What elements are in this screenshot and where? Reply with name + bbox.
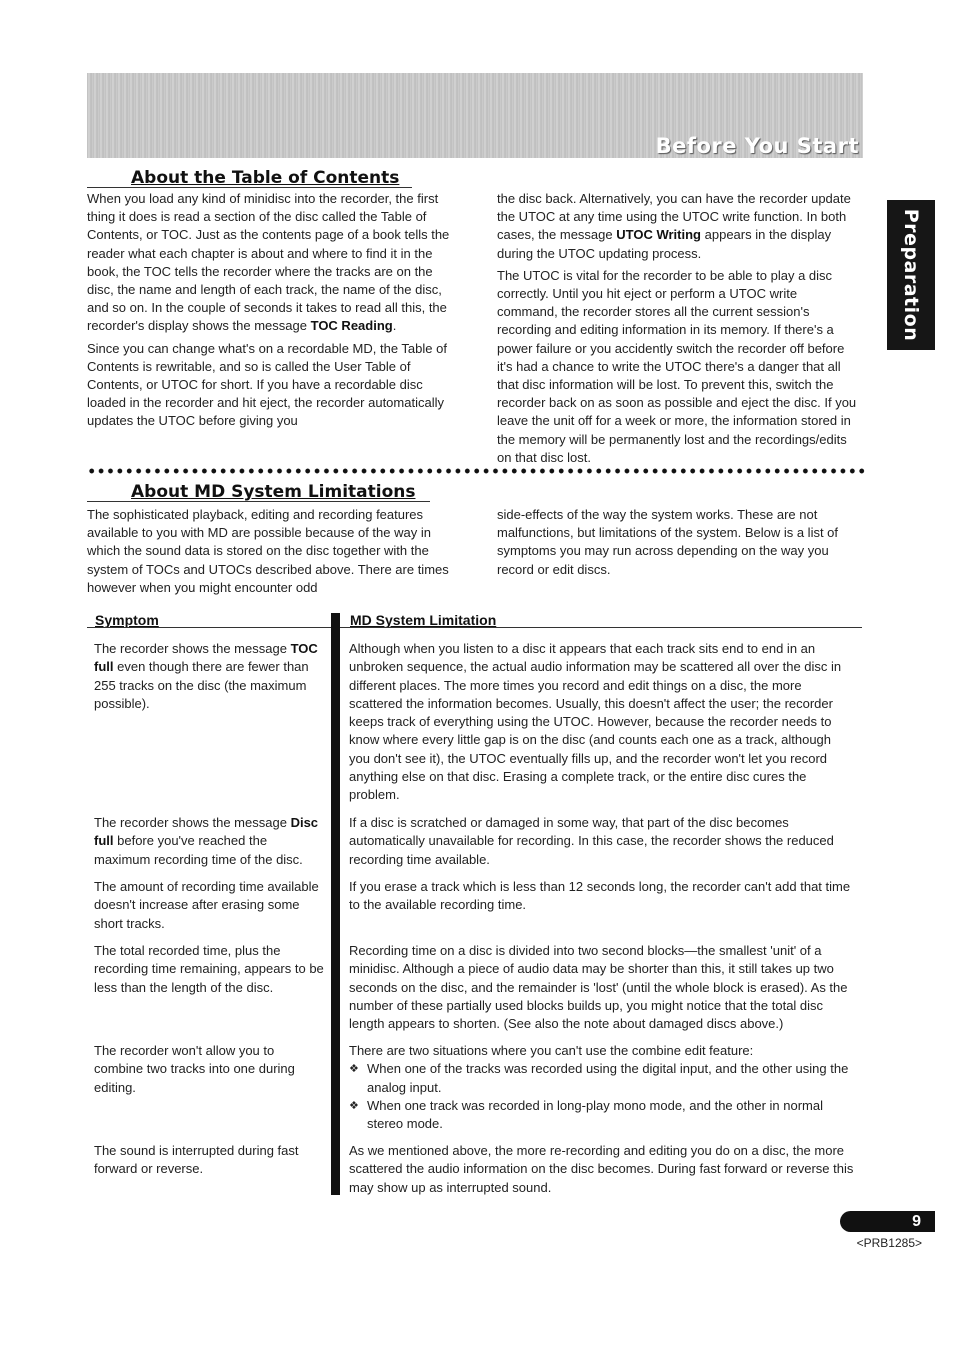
page-number: 9 [840, 1211, 935, 1232]
table-row-symptom: The recorder shows the message TOC full even though there are fewer than 255 tracks on the disc (the maximum possible). [94, 641, 318, 711]
table-header-rule [87, 627, 331, 628]
list-item: ❖ When one of the tracks was recorded using the digital input, and the other using the analog input. [349, 1061, 849, 1095]
side-tab-label: Preparation [900, 208, 922, 342]
utoc-writing-message: UTOC Writing [616, 227, 701, 243]
toc-left-column [87, 190, 455, 435]
table-row-symptom: The recorder shows the message Disc full before you've reached the maximum recording time of the disc. [94, 815, 319, 867]
toc-paragraph-2: Since you can change what's on a recordable MD, the Table of Contents is rewritable, and so is called the User Table of Contents, or UTOC for short. If you have a recordable disc loaded in the recorder and hit eject, the recorder automatically updates the UTOC before giving you [87, 340, 447, 429]
table-column-divider [331, 613, 340, 1195]
limitations-heading: About MD System Limitations [131, 482, 416, 502]
limitations-left-column [87, 506, 455, 601]
list-item: ❖ When one track was recorded in long-play mono mode, and the other in normal stereo mode. [349, 1097, 823, 1132]
toc-paragraph-4: The UTOC is vital for the recorder to be able to play a disc correctly. Until you hit eject or perform a UTOC write command, the recorder stores all the current session's recording and editing information in its memory. If there's a power failure or you accidently switch the recorder off before it's had a chance to write the UTOC there's a danger that all that disc information will be lost. To prevent this, switch the recorder back on as soon as possible and eject the disc. If you leave the unit off for a week or more, the information stored in the memory will be permanently lost and the recordings/edits on that disc lost. [497, 267, 857, 465]
table-row-symptom: The recorder won't allow you to combine two tracks into one during editing. [94, 1043, 295, 1095]
header-banner [87, 73, 863, 158]
table-row-symptom: The amount of recording time available doesn't increase after erasing some short tracks. [94, 879, 319, 931]
toc-right-column [497, 190, 861, 471]
bullet-icon: ❖ [349, 1099, 359, 1112]
bullet-icon: ❖ [349, 1063, 359, 1076]
toc-paragraph-3: the disc back. Alternatively, you can have the recorder update the UTOC at any time using the UTOC write function. In both cases, the message UTOC Writing appears in the display during the UTOC updating process. [497, 191, 851, 261]
toc-heading: About the Table of Contents [131, 168, 400, 188]
table-row-limitation: There are two situations where you can't use the combine edit feature: ❖ When one of the tracks was recorded using the digital input, and the other using the analog input. ❖ When one track was recorded in long-play mono mode, and the other in normal stereo mode. [349, 1042, 854, 1133]
section-title: Before You Start [655, 134, 859, 158]
toc-paragraph-1: When you load any kind of minidisc into the recorder, the first thing it does is read a section of the disc called the Table of Contents, or TOC. Just as the contents page of a book tells the reader what each chapter is about and where to find it in the book, the TOC tells the recorder where the tracks are on the disc, the name and length of each track, the name of the disc, and so on. In the couple of seconds it takes to read all this, the recorder's display shows the message TOC Reading. [87, 191, 450, 334]
symptom-column-header: Symptom [95, 612, 159, 628]
table-row-limitation: As we mentioned above, the more re-recording and editing you do on a disc, the more scattered the audio information on the disc becomes. During fast forward or reverse this may show up as interrupted sound. [349, 1143, 854, 1195]
limitations-paragraph-2: side-effects of the way the system works. These are not malfunctions, but limitations of the system. Below is a list of symptoms you may run across depending on the way you record or edit discs. [497, 507, 839, 577]
toc-reading-message: TOC Reading [310, 318, 393, 334]
table-row-limitation: Although when you listen to a disc it appears that each track sits end to end in an unbroken sequence, the actual audio information may be scattered all over the disc in different places. The more times you record and edit things on a disc, the more scattered the information becomes. Usually, this doesn't affect the user; the recorder keeps track of everything using the UTOC. However, because the recorder needs to know where every little gap is on the disc (and counts each one as a track, although you don't see it), the UTOC eventually fills up, and the recorder won't let you record anything else on that disc. Erasing a complete track, or the entire disc cures the problem. [349, 641, 842, 803]
limitations-right-column [497, 506, 861, 583]
table-row-limitation: If a disc is scratched or damaged in some way, that part of the disc becomes automatically unavailable for recording. In this case, the recorder shows the reduced recording time available. [349, 815, 834, 867]
table-row-limitation: If you erase a track which is less than 12 seconds long, the recorder can't add that time to the available recording time. [349, 879, 851, 913]
limitation-column-header: MD System Limitation [350, 612, 497, 628]
table-row-symptom: The total recorded time, plus the recording time remaining, appears to be less than the length of the disc. [94, 943, 324, 995]
table-row-symptom: The sound is interrupted during fast forward or reverse. [94, 1143, 299, 1177]
table-row-limitation: Recording time on a disc is divided into two second blocks—the smallest 'unit' of a minidisc. Although a piece of audio data may be shorter than this, it still takes up two seconds on the disc, and the remainder is 'lost' (until the whole block is erased). As the number of these partially used blocks builds up, you might notice that the total disc length appears to shorten. (See also the note about damaged discs above.) [349, 943, 848, 1032]
table-header-rule [340, 627, 862, 628]
side-tab [887, 200, 935, 350]
dotted-divider [87, 466, 865, 476]
document-code: <PRB1285> [856, 1236, 922, 1250]
limitations-paragraph-1: The sophisticated playback, editing and recording features available to you with MD are possible because of the way in which the sound data is stored on the disc together with the system of TOCs and UTOCs described above. There are times however when you might encounter odd [87, 507, 449, 595]
